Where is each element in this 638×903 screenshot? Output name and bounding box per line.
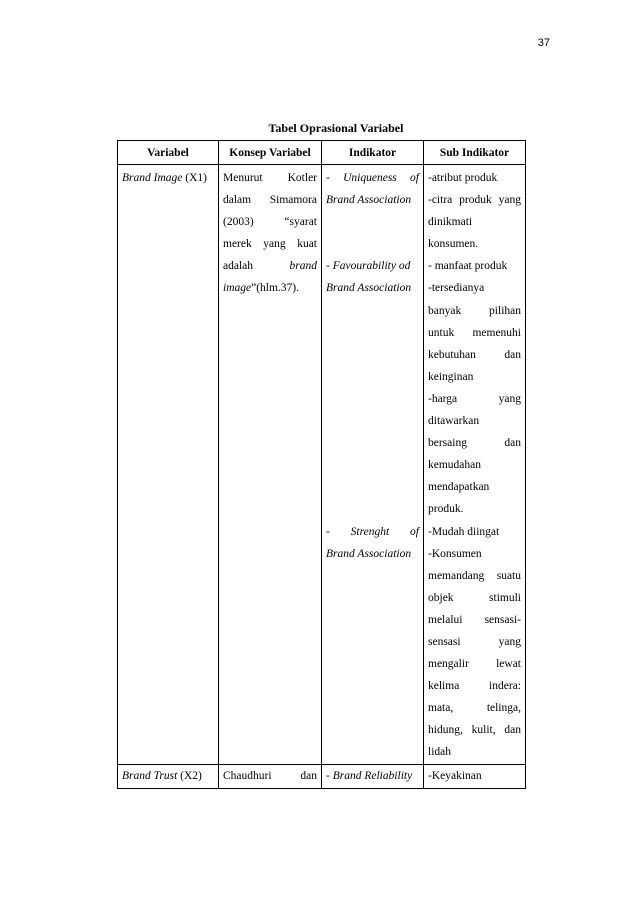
table-row <box>118 165 526 765</box>
sub-indikator-line: - manfaat produk <box>428 260 508 273</box>
sub-indikator-line: bersaing dan <box>428 437 521 450</box>
sub-indikator-line: ditawarkan <box>428 415 480 428</box>
sub-indikator-line: untuk memenuhi <box>428 326 521 339</box>
indikator-brand-reliability: - Brand Reliability <box>326 769 413 782</box>
konsep-line: Chaudhuri dan <box>223 769 317 782</box>
sub-indikator-line: lidah <box>428 746 451 759</box>
sub-indikator-line: dinikmati <box>428 216 473 229</box>
table-header-row <box>118 141 526 165</box>
variable-name-italic: Brand Trust <box>122 769 178 782</box>
header-variabel: Variabel <box>118 141 219 165</box>
sub-indikator-line: -Mudah diingat <box>428 525 500 538</box>
konsep-line: adalah brand <box>223 260 317 273</box>
sub-indikator-line: keinginan <box>428 370 474 383</box>
indikator-uniqueness: - Uniqueness of <box>326 172 419 184</box>
table-title: Tabel Oprasional Variabel <box>268 121 404 135</box>
sub-indikator-line: hidung, kulit, dan <box>428 724 521 737</box>
sub-indikator-line: mendapatkan <box>428 481 490 494</box>
sub-indikator-line: kemudahan <box>428 459 482 472</box>
sub-indikator-line: mata, telinga, <box>428 702 521 715</box>
sub-indikator-line: objek stimuli <box>428 591 521 604</box>
indikator-brand-association: Brand Association <box>326 194 412 207</box>
konsep-line: dalam Simamora <box>223 194 317 207</box>
page-number: 37 <box>537 37 550 49</box>
operational-variable-table <box>117 140 526 789</box>
konsep-line: (2003) “syarat <box>223 216 317 229</box>
sub-indikator-line: -Konsumen <box>428 547 482 560</box>
header-konsep-variabel: Konsep Variabel <box>219 141 322 165</box>
cell-konsep <box>219 165 322 765</box>
variable-name-italic: Brand Image <box>122 172 183 184</box>
header-sub-indikator: Sub Indikator <box>424 141 526 165</box>
sub-indikator-line: banyak pilihan <box>428 304 521 317</box>
indikator-brand-association: Brand Association <box>326 282 412 295</box>
variable-code: (X2) <box>177 769 202 782</box>
indikator-favourability: - Favourability od <box>326 260 411 273</box>
cell-variabel <box>118 764 219 788</box>
indikator-brand-association: Brand Association <box>326 547 412 560</box>
variable-name <box>122 766 214 786</box>
sub-indikator-line: mengalir lewat <box>428 658 521 671</box>
cell-konsep <box>219 764 322 788</box>
sub-indikator-line: kebutuhan dan <box>428 348 521 361</box>
sub-indikator-line: -atribut produk <box>428 172 498 184</box>
konsep-line: image”(hlm.37). <box>223 282 300 295</box>
variable-name <box>122 167 214 189</box>
sub-indikator-line: -harga yang <box>428 392 521 405</box>
table-row <box>118 764 526 788</box>
sub-indikator-line: kelima indera: <box>428 680 521 693</box>
variable-code: (X1) <box>182 172 207 184</box>
sub-indikator-line: memandang suatu <box>428 569 521 582</box>
sub-indikator-line: konsumen. <box>428 238 479 251</box>
cell-sub-indikator <box>424 165 526 765</box>
cell-variabel <box>118 165 219 765</box>
konsep-line: merek yang kuat <box>223 238 317 251</box>
indikator-strenght: - Strenght of <box>326 525 419 538</box>
cell-indikator <box>322 764 424 788</box>
sub-indikator-line: -Keyakinan <box>428 769 482 782</box>
sub-indikator-line: produk. <box>428 503 464 516</box>
konsep-line: Menurut Kotler <box>223 172 317 184</box>
sub-indikator-line: melalui sensasi- <box>428 613 521 626</box>
sub-indikator-line: -tersedianya <box>428 282 485 295</box>
cell-indikator <box>322 165 424 765</box>
header-indikator: Indikator <box>322 141 424 165</box>
sub-indikator-line: sensasi yang <box>428 635 521 648</box>
cell-sub-indikator <box>424 764 526 788</box>
sub-indikator-line: -citra produk yang <box>428 194 521 207</box>
